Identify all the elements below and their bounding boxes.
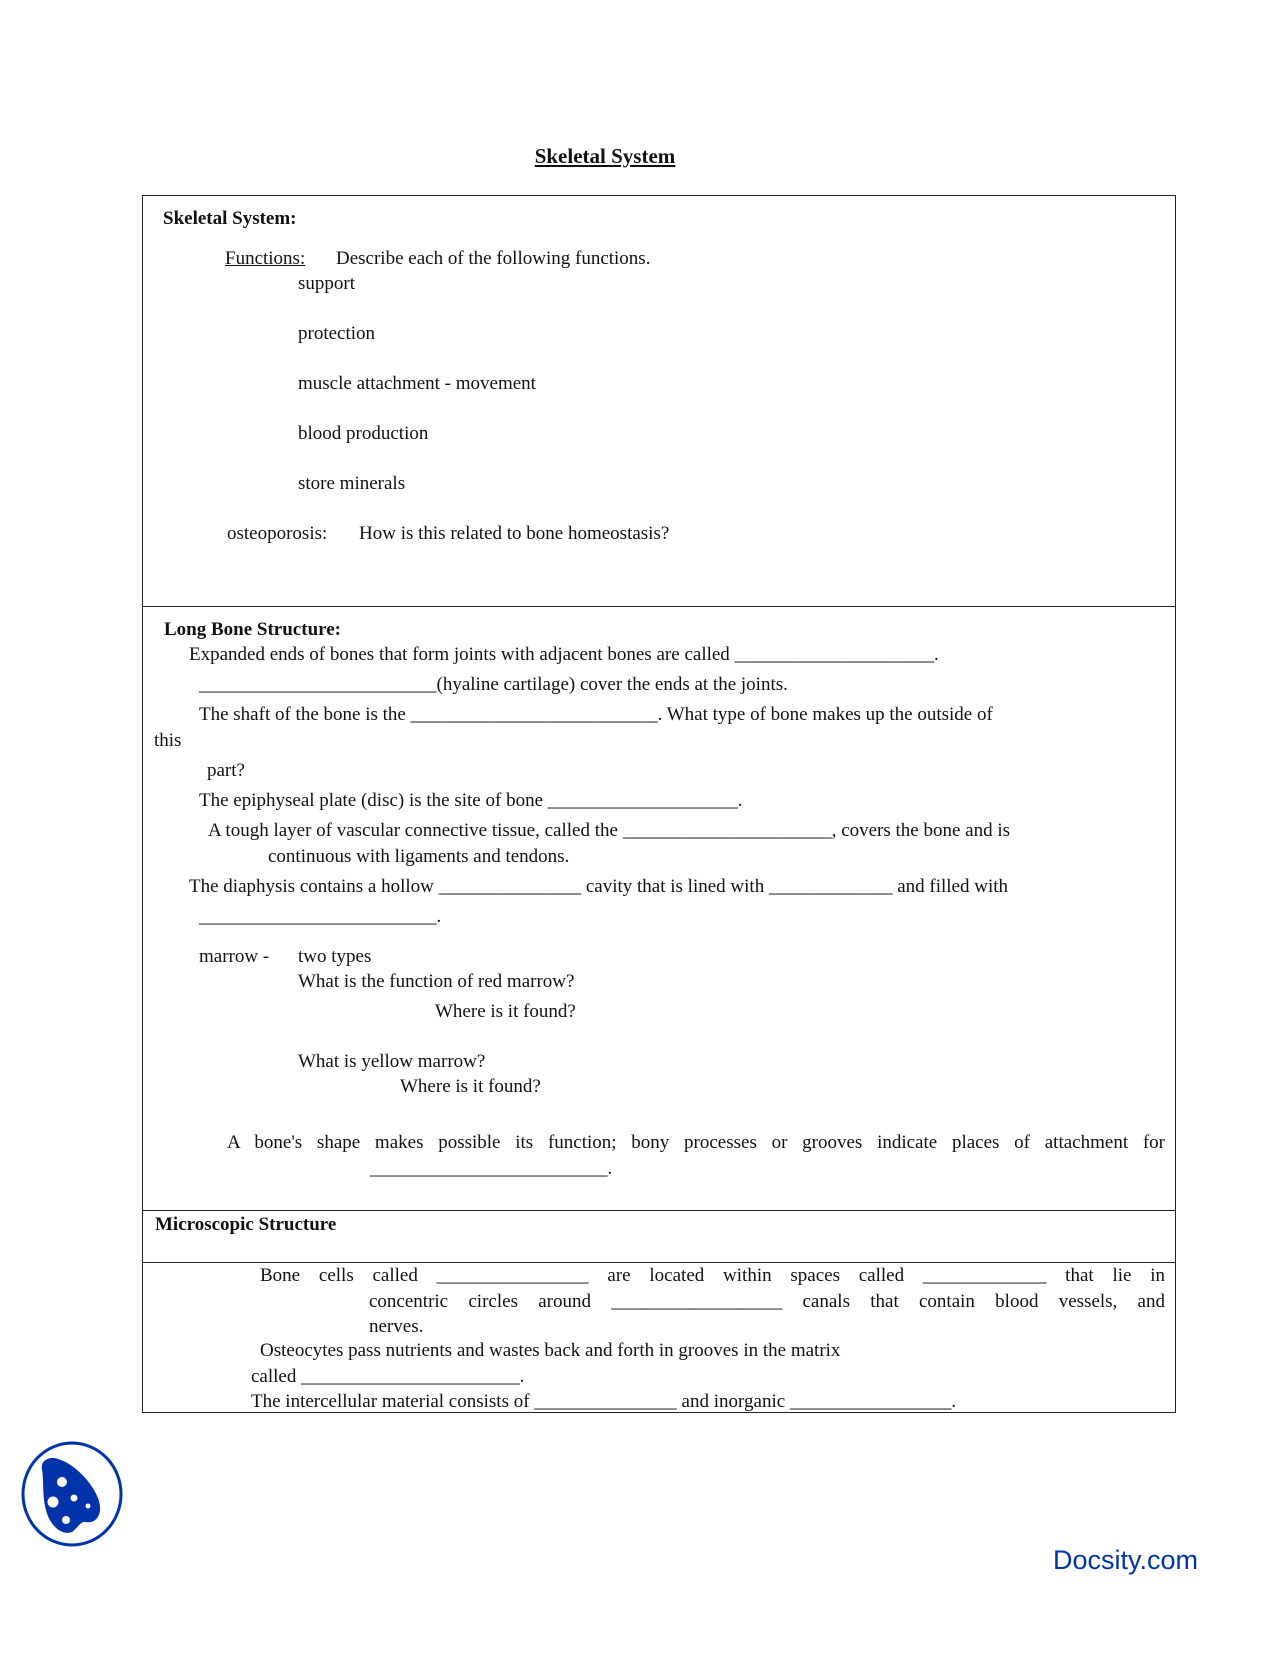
question-line: this: [154, 730, 182, 751]
question-line: _________________________.: [370, 1158, 613, 1179]
question-line: The diaphysis contains a hollow _______________ cavity that is lined with _____________ and filled with: [189, 876, 1009, 897]
worksheet-table: [142, 195, 1176, 1413]
question-line: The intercellular material consists of _______________ and inorganic _________________.: [251, 1391, 957, 1412]
function-item: protection: [298, 323, 376, 344]
question-line: concentric circles around __________________ canals that contain blood vessels, and: [369, 1291, 1165, 1312]
functions-label: Functions:: [225, 248, 306, 269]
section-divider: [143, 1210, 1175, 1211]
osteoporosis-prompt: How is this related to bone homeostasis?: [359, 523, 670, 544]
question-line: nerves.: [369, 1316, 424, 1337]
question-line: Bone cells called ________________ are located within spaces called _____________ that lie in: [260, 1265, 1165, 1286]
question-line: Where is it found?: [435, 1001, 576, 1022]
section-divider: [143, 606, 1175, 607]
section-heading-skeletal-system: Skeletal System:: [163, 208, 297, 229]
marrow-label: marrow -: [199, 946, 270, 967]
docsity-logo-icon: [20, 1440, 124, 1548]
function-item: blood production: [298, 423, 429, 444]
question-line: What is yellow marrow?: [298, 1051, 486, 1072]
section-heading-microscopic: Microscopic Structure: [155, 1214, 337, 1235]
function-item: store minerals: [298, 473, 406, 494]
question-line: A tough layer of vascular connective tissue, called the ______________________, covers the bone and is: [208, 820, 1011, 841]
question-line: Osteocytes pass nutrients and wastes back and forth in grooves in the matrix: [260, 1340, 841, 1361]
question-line: What is the function of red marrow?: [298, 971, 575, 992]
question-line: Expanded ends of bones that form joints with adjacent bones are called _____________________.: [189, 644, 939, 665]
question-line: part?: [207, 760, 245, 781]
section-divider: [143, 1262, 1175, 1263]
functions-prompt: Describe each of the following functions.: [336, 248, 651, 269]
question-line: continuous with ligaments and tendons.: [268, 846, 570, 867]
question-line: two types: [298, 946, 372, 967]
question-line: The shaft of the bone is the __________________________. What type of bone makes up the outside of: [199, 704, 993, 725]
osteoporosis-label: osteoporosis:: [227, 523, 328, 544]
question-line: called _______________________.: [251, 1366, 525, 1387]
function-item: muscle attachment - movement: [298, 373, 536, 394]
question-line: _________________________(hyaline cartilage) cover the ends at the joints.: [199, 674, 788, 695]
section-heading-long-bone: Long Bone Structure:: [164, 619, 341, 640]
document-title: Skeletal System: [534, 144, 676, 168]
function-item: support: [298, 273, 355, 294]
question-line: Where is it found?: [400, 1076, 541, 1097]
question-line: _________________________.: [199, 906, 442, 927]
question-line: A bone's shape makes possible its function; bony processes or grooves indicate places of attachment for: [227, 1132, 1165, 1153]
docsity-brand-link[interactable]: Docsity.com: [1052, 1545, 1198, 1575]
question-line: The epiphyseal plate (disc) is the site of bone ____________________.: [199, 790, 743, 811]
